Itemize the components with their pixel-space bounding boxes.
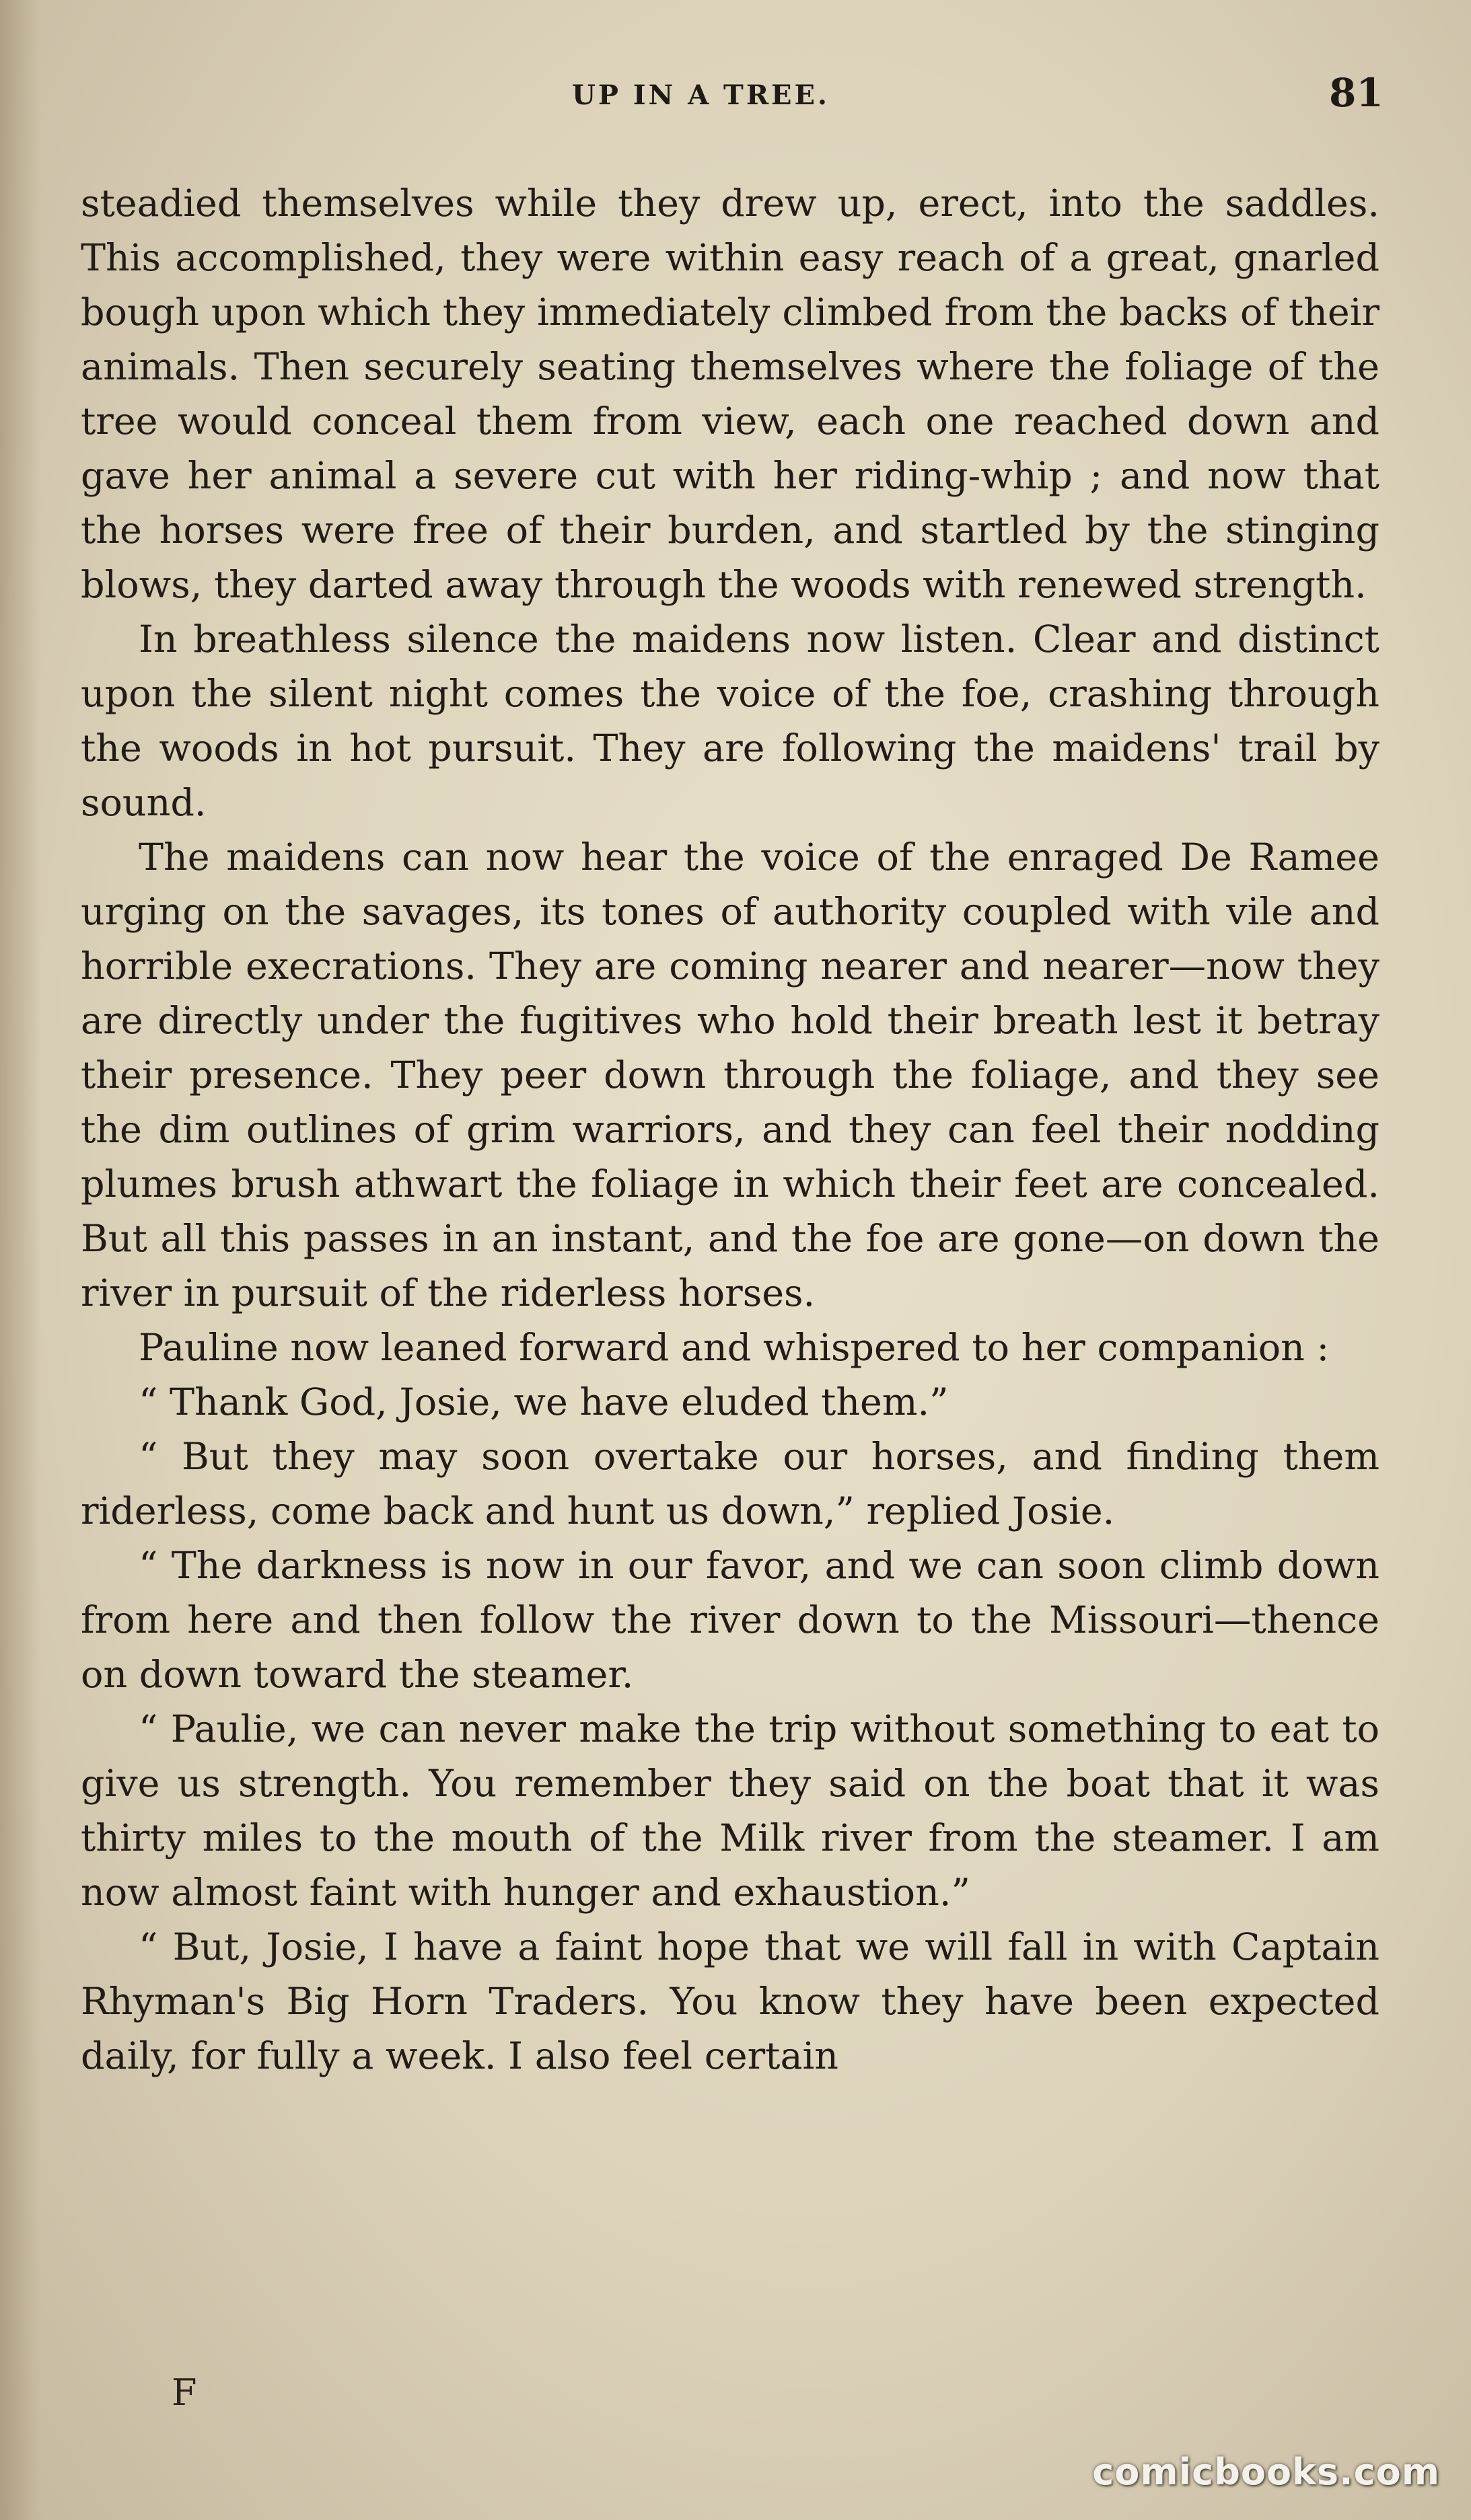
page-number: 81 — [1329, 70, 1384, 116]
paragraph: “ The darkness is now in our favor, and we can soon climb down from here and then follow the river down to the Missouri—thence on down toward the steamer. — [81, 1544, 1379, 1697]
running-title: UP IN A TREE. — [572, 79, 830, 111]
paragraph: Pauline now leaned forward and whispered to her companion : — [139, 1326, 1330, 1370]
watermark: comicbooks.com — [1092, 2451, 1440, 2493]
paragraph: “ But they may soon overtake our horses, and finding them riderless, come back and hunt us down,” replied Josie. — [81, 1435, 1379, 1533]
page-binding-shadow — [0, 0, 40, 2520]
paragraph: “ Paulie, we can never make the trip without something to eat to give us strength. You remember they said on the boat that it was thirty miles to the mouth of the Milk river from the steamer. I am now almost faint with hunger and exhaustion.” — [81, 1707, 1379, 1915]
paragraph: The maidens can now hear the voice of the enraged De Ramee urging on the savages, its tones of authority coupled with vile and horrible execrations. They are coming nearer and nearer—now they are directly under the fugitives who hold their breath lest it betray their presence. They peer down through the foliage, and they see the dim outlines of grim warriors, and they can feel their nodding plumes brush athwart the foliage in which their feet are concealed. But all this passes in an instant, and the foe are gone—on down the river in pursuit of the riderless horses. — [81, 836, 1379, 1315]
paragraph: “ Thank God, Josie, we have eluded them.” — [139, 1380, 949, 1424]
body-text — [81, 176, 1379, 2083]
paragraph: In breathless silence the maidens now listen. Clear and distinct upon the silent night comes the voice of the foe, crashing through the woods in hot pursuit. They are following the maidens' trail by sound. — [81, 618, 1379, 825]
signature-mark: F — [172, 2371, 197, 2414]
paragraph: steadied themselves while they drew up, erect, into the saddles. This accomplished, they were within easy reach of a great, gnarled bough upon which they immediately climbed from the backs of their animals. Then securely seating themselves where the foliage of the tree would conceal them from view, each one reached down and gave her animal a severe cut with her riding-whip ; and now that the horses were free of their burden, and startled by the stinging blows, they darted away through the woods with renewed strength. — [81, 182, 1379, 607]
running-head — [0, 70, 1471, 126]
paragraph: “ But, Josie, I have a faint hope that we will fall in with Captain Rhyman's Big Horn Traders. You know they have been expected daily, for fully a week. I also feel certain — [81, 1925, 1379, 2078]
